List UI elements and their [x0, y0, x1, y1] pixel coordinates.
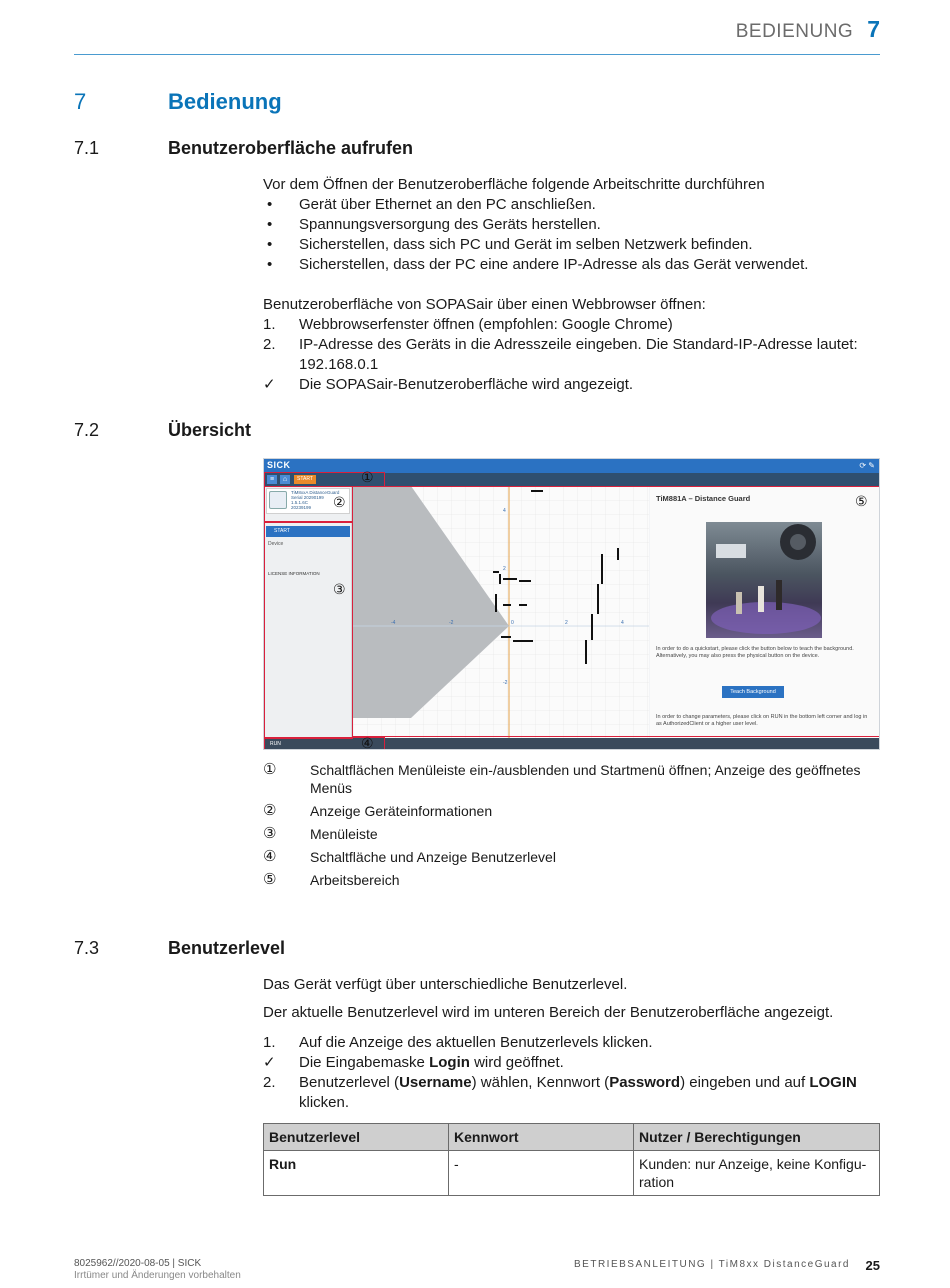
header-chapter-number: 7	[867, 16, 880, 42]
table-cell: -	[449, 1151, 634, 1196]
table-cell: Run	[264, 1151, 449, 1196]
sick-logo: SICK	[267, 460, 291, 470]
paragraph: Das Gerät verfügt über unterschiedliche Benutzerlevel.	[263, 976, 628, 993]
section-7-1-body	[263, 175, 880, 395]
result-item: ✓ Die SOPASair-Benutzeroberfläche wird angezeigt.	[263, 376, 634, 393]
start-tab[interactable]: START	[294, 475, 316, 484]
highlight-box-3	[264, 522, 353, 739]
refresh-edit-icons: ⟳ ✎	[859, 461, 875, 470]
table-cell: Kunden: nur Anzeige, keine Konfiguration	[634, 1151, 880, 1196]
home-icon[interactable]: ⌂	[280, 475, 290, 484]
list-item: • Spannungsversorgung des Geräts herstellen.	[267, 216, 601, 233]
x-tick: 2	[565, 620, 568, 626]
section-7-1-title: Benutzeroberfläche aufrufen	[168, 138, 414, 158]
chapter-number: 7	[74, 89, 87, 114]
menu-item-start[interactable]: START	[266, 526, 350, 537]
teach-background-button[interactable]: Teach Background	[722, 686, 784, 698]
work-area-text-1: In order to do a quickstart, please click the button below to teach the background. Alternatively, you may also press the physical button on the device.	[656, 646, 854, 659]
menu-item-license[interactable]: LICENSE INFORMATION	[268, 571, 320, 576]
step-item: 1. Auf die Anzeige des aktuellen Benutzerlevels klicken.	[263, 1034, 653, 1051]
table-header: Nutzer / Berechtigungen	[634, 1124, 880, 1151]
legend-item: ① Schaltflächen Menüleiste ein-/ausblenden und Startmenü öffnen; Anzeige des geöffnetes Menüs	[263, 761, 861, 796]
y-tick: 4	[503, 508, 506, 514]
running-header	[736, 16, 880, 43]
legend-item: ③ Menüleiste	[263, 825, 378, 842]
menu-item-device[interactable]: Device	[268, 541, 284, 547]
section-7-2-number: 7.2	[74, 420, 100, 440]
header-title: BEDIENUNG	[735, 21, 854, 42]
y-tick: 2	[503, 566, 506, 572]
intro-text: Vor dem Öffnen der Benutzeroberfläche folgende Arbeitschritte durchführen	[263, 176, 765, 193]
section-7-3-body	[263, 975, 880, 1113]
work-area-title: TiM881A – Distance Guard	[656, 494, 751, 503]
section-7-3-number: 7.3	[74, 938, 100, 958]
user-level-button[interactable]: RUN	[270, 741, 281, 747]
x-tick: -4	[391, 620, 396, 626]
result-item: ✓ Die Eingabemaske Login wird geöffnet.	[263, 1054, 564, 1071]
step-item: 2. IP-Adresse des Geräts in die Adresszeile eingeben. Die Standard-IP-Adresse lautet: 192.168.0.1	[263, 336, 858, 373]
list-item: • Gerät über Ethernet an den PC anschließen.	[267, 196, 596, 213]
user-level-table	[263, 1123, 880, 1196]
list-item: • Sicherstellen, dass sich PC und Gerät im selben Netzwerk befinden.	[267, 236, 753, 253]
app-topbar	[264, 459, 879, 473]
footer-manual-title: BETRIEBSANLEITUNG | TiM8xx DistanceGuard	[574, 1259, 850, 1270]
ui-screenshot-figure	[263, 458, 880, 750]
section-7-3-title: Benutzerlevel	[168, 938, 286, 958]
legend-item: ② Anzeige Geräteinformationen	[263, 802, 493, 819]
work-area-text-2: In order to change parameters, please click on RUN in the bottom left corner and log in as AuthorizedClient or a higher user level.	[656, 714, 868, 727]
y-tick: -2	[503, 680, 508, 686]
legend-item: ④ Schaltfläche und Anzeige Benutzerlevel	[263, 848, 556, 865]
intro-text-2: Benutzeroberfläche von SOPASair über einen Webbrowser öffnen:	[263, 296, 706, 313]
x-tick: 0	[511, 620, 514, 626]
callout-2: ②	[333, 494, 346, 510]
menu-icon[interactable]: ≡	[267, 475, 277, 484]
table-row	[264, 1151, 880, 1196]
footer-doc-number: 8025962//2020-08-05 | SICK	[74, 1258, 202, 1269]
table-header: Benutzerlevel	[264, 1124, 449, 1151]
page-number: 25	[865, 1258, 880, 1273]
footer-doc-info	[74, 1258, 241, 1282]
list-item: • Sicherstellen, dass der PC eine andere IP-Adresse als das Gerät verwendet.	[267, 256, 809, 273]
callout-4: ④	[361, 735, 374, 750]
highlight-box-5	[352, 486, 880, 737]
section-7-1-number: 7.1	[74, 138, 100, 158]
header-rule	[74, 54, 880, 55]
legend-item: ⑤ Arbeitsbereich	[263, 871, 400, 888]
device-info-text: TiM8xxA DistanceGuard Serial 20290199 1.5.1.6C 20239199	[291, 490, 340, 510]
x-tick: 4	[621, 620, 624, 626]
x-tick: -2	[449, 620, 454, 626]
step-item: 2. Benutzerlevel (Username) wählen, Kennwort (Password) eingeben und auf LOGIN klicken.	[263, 1074, 857, 1111]
table-header: Kennwort	[449, 1124, 634, 1151]
footer-note: Irrtümer und Änderungen vorbehalten	[74, 1270, 241, 1281]
callout-1: ①	[361, 469, 374, 485]
callout-3: ③	[333, 581, 346, 597]
step-item: 1. Webbrowserfenster öffnen (empfohlen: Google Chrome)	[263, 316, 673, 333]
chapter-title: Bedienung	[168, 89, 282, 114]
section-7-2-title: Übersicht	[168, 420, 252, 440]
paragraph: Der aktuelle Benutzerlevel wird im unteren Bereich der Benutzeroberfläche angezeigt.	[263, 1004, 834, 1021]
table-header-row	[264, 1124, 880, 1151]
callout-5: ⑤	[855, 493, 868, 509]
figure-legend	[263, 761, 880, 894]
